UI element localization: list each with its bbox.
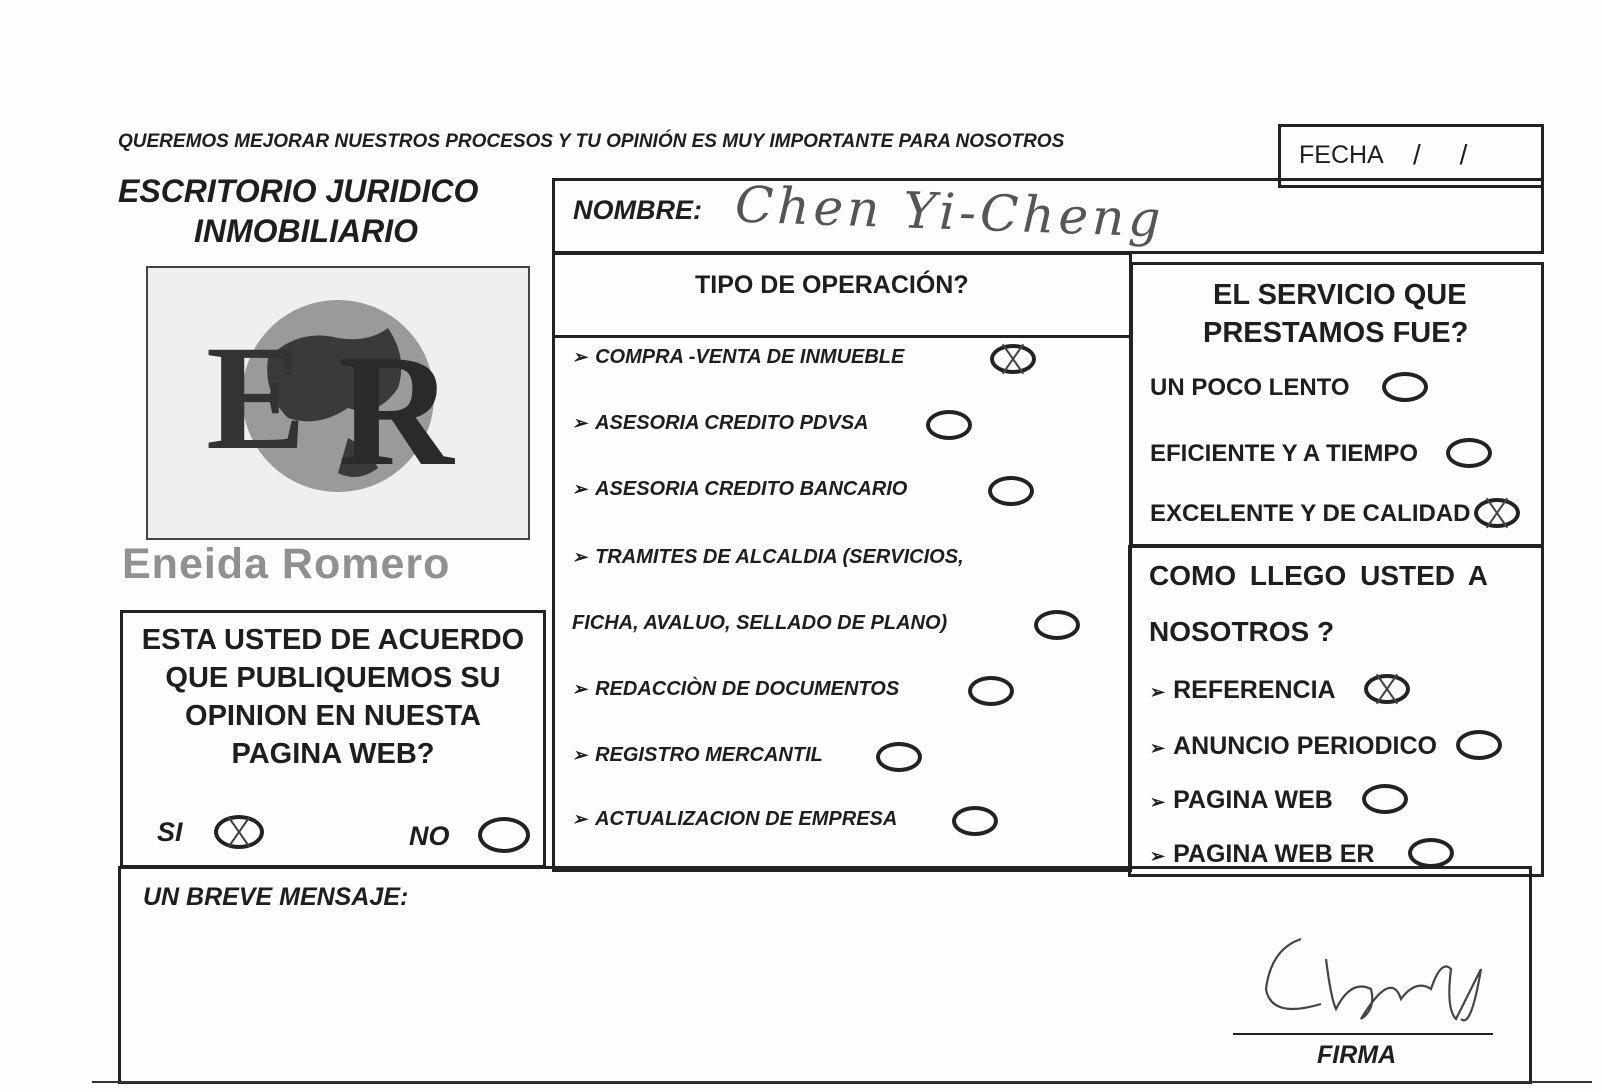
- option-checkbox[interactable]: [876, 742, 922, 772]
- option-label: UN POCO LENTO: [1150, 374, 1350, 401]
- globe-er-logo: [148, 268, 528, 538]
- arrow-right-icon: ➢: [572, 809, 588, 829]
- arrow-right-icon: ➢: [1150, 792, 1166, 812]
- message-label: UN BREVE MENSAJE:: [143, 883, 409, 911]
- option-label: EXCELENTE Y DE CALIDAD: [1150, 500, 1471, 527]
- option-checkbox[interactable]: [990, 344, 1036, 374]
- arrow-right-icon: ➢: [1150, 846, 1166, 866]
- bottom-rule: [92, 1081, 1592, 1083]
- option-label: FICHA, AVALUO, SELLADO DE PLANO): [572, 612, 948, 634]
- source-title-line1: COMO LLEGO USTED A: [1149, 560, 1488, 591]
- option-checkbox[interactable]: [1034, 610, 1080, 640]
- firma-label: FIRMA: [1317, 1041, 1397, 1069]
- option-label: COMPRA -VENTA DE INMUEBLE: [595, 346, 905, 368]
- option-label: REGISTRO MERCANTIL: [595, 744, 823, 766]
- option-checkbox[interactable]: [988, 476, 1034, 506]
- arrow-right-icon: ➢: [572, 745, 588, 765]
- option-row: [572, 744, 823, 767]
- option-checkbox[interactable]: [968, 676, 1014, 706]
- operation-title-row: [555, 255, 1129, 338]
- option-checkbox[interactable]: [952, 806, 998, 836]
- option-checkbox[interactable]: [1474, 498, 1520, 528]
- option-label: ANUNCIO PERIODICO: [1173, 732, 1437, 760]
- option-row: [1150, 732, 1437, 761]
- message-textarea[interactable]: [141, 921, 1221, 1071]
- source-title-line2: NOSOTROS ?: [1149, 616, 1335, 647]
- option-checkbox[interactable]: [1382, 372, 1428, 402]
- arrow-right-icon: ➢: [572, 547, 588, 567]
- option-row: [572, 612, 947, 635]
- option-row: [572, 808, 897, 831]
- option-label: PAGINA WEB: [1173, 786, 1333, 814]
- option-row: [1150, 840, 1375, 869]
- publish-line4: PAGINA WEB?: [231, 738, 435, 770]
- service-title-line1: EL SERVICIO QUE: [1213, 279, 1467, 311]
- nombre-label: NOMBRE:: [573, 195, 702, 225]
- option-row: [1150, 786, 1333, 815]
- option-row: [572, 546, 964, 569]
- option-label: EFICIENTE Y A TIEMPO: [1150, 440, 1419, 467]
- publish-line2: QUE PUBLIQUEMOS SU: [165, 662, 501, 694]
- no-label: NO: [409, 821, 450, 851]
- option-row: [572, 346, 904, 369]
- arrow-right-icon: ➢: [572, 347, 588, 367]
- option-label: ASESORIA CREDITO PDVSA: [595, 412, 869, 434]
- survey-tagline: QUEREMOS MEJORAR NUESTROS PROCESOS Y TU OPINIÓN ES MUY IMPORTANTE PARA NOSOTROS: [118, 131, 1065, 152]
- logo-frame: [146, 266, 530, 540]
- service-title-line2: PRESTAMOS FUE?: [1203, 317, 1469, 349]
- svg-text:E: E: [206, 315, 307, 481]
- nombre-field[interactable]: Chen Yi-Cheng: [734, 175, 1166, 249]
- option-row: [1150, 676, 1336, 705]
- publish-line3: OPINION EN NUESTA: [185, 700, 481, 732]
- option-row: [572, 478, 907, 501]
- publish-line1: ESTA USTED DE ACUERDO: [141, 624, 525, 656]
- option-checkbox[interactable]: [1456, 730, 1502, 760]
- message-box: [118, 866, 1532, 1084]
- option-label: ACTUALIZACION DE EMPRESA: [595, 808, 898, 830]
- si-label: SI: [157, 817, 183, 847]
- option-label: REFERENCIA: [1173, 676, 1336, 704]
- option-label: TRAMITES DE ALCALDIA (SERVICIOS,: [595, 546, 964, 568]
- option-label: PAGINA WEB ER: [1173, 840, 1375, 868]
- option-label: ASESORIA CREDITO BANCARIO: [595, 478, 908, 500]
- option-checkbox[interactable]: [926, 410, 972, 440]
- option-row: [572, 412, 868, 435]
- company-name-line1: ESCRITORIO JURIDICO: [118, 173, 479, 209]
- svg-text:R: R: [338, 321, 454, 499]
- arrow-right-icon: ➢: [572, 413, 588, 433]
- brand-name: Eneida Romero: [122, 540, 451, 588]
- fecha-field[interactable]: / /: [1413, 139, 1468, 170]
- arrow-right-icon: ➢: [1150, 682, 1166, 702]
- arrow-right-icon: ➢: [572, 479, 588, 499]
- source-box: [1128, 545, 1544, 877]
- option-row: [1150, 374, 1350, 402]
- nombre-box: [552, 175, 1544, 254]
- company-name-line2: INMOBILIARIO: [194, 213, 418, 249]
- arrow-right-icon: ➢: [572, 679, 588, 699]
- firma-line: [1233, 1033, 1493, 1035]
- option-checkbox[interactable]: [1408, 838, 1454, 868]
- option-checkbox[interactable]: [1446, 438, 1492, 468]
- option-label: REDACCIÒN DE DOCUMENTOS: [595, 678, 900, 700]
- si-radio[interactable]: [214, 815, 264, 849]
- option-checkbox[interactable]: [1364, 674, 1410, 704]
- publish-question: [123, 621, 543, 773]
- arrow-right-icon: ➢: [1150, 738, 1166, 758]
- operation-title: TIPO DE OPERACIÓN?: [695, 271, 969, 299]
- signature: [1241, 909, 1501, 1029]
- no-radio[interactable]: [478, 817, 530, 853]
- option-row: [572, 678, 899, 701]
- option-row: [1150, 440, 1418, 468]
- option-checkbox[interactable]: [1362, 784, 1408, 814]
- fecha-label: FECHA: [1299, 141, 1384, 169]
- option-row: [1150, 500, 1471, 528]
